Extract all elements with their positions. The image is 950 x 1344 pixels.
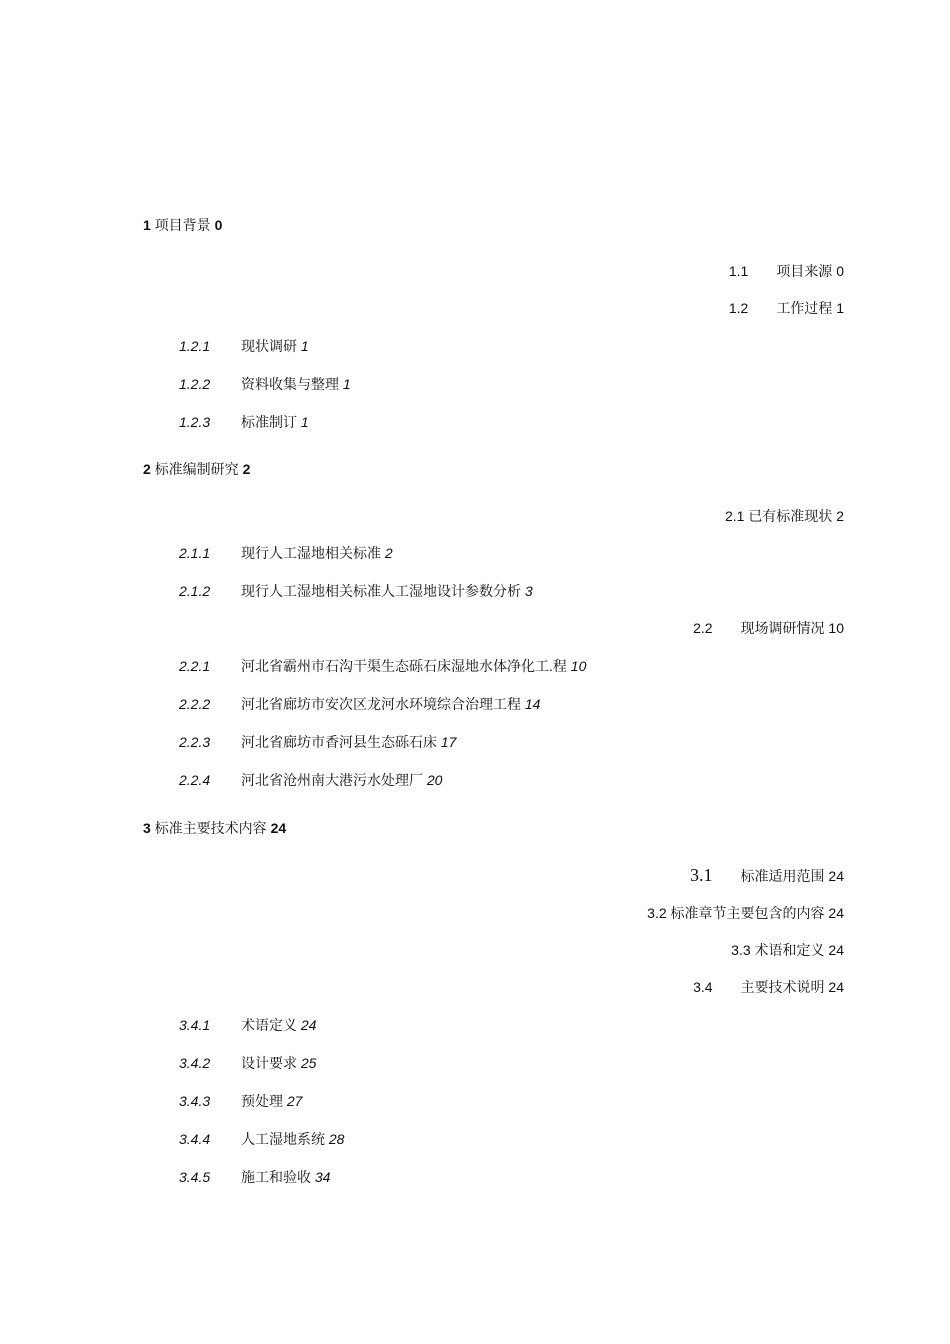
toc-page-number: 2 [242, 461, 251, 477]
toc-title: 标准编制研究 [154, 461, 239, 477]
toc-entry-3-4-3[interactable] [179, 1092, 302, 1110]
toc-page-number: 1 [300, 414, 309, 430]
toc-entry-3-1[interactable] [690, 866, 844, 885]
toc-entry-2-2-1[interactable] [179, 657, 586, 675]
toc-num: 2.2.4 [179, 772, 211, 788]
toc-page-number: 1 [836, 300, 844, 316]
toc-page-number: 24 [300, 1017, 317, 1033]
toc-page-number: 20 [426, 772, 443, 788]
toc-entry-1-1[interactable] [729, 262, 844, 280]
toc-page-number: 3 [524, 583, 533, 599]
toc-page-number: 2 [384, 545, 393, 561]
toc-entry-3-3[interactable] [731, 941, 844, 959]
toc-num: 3.4.2 [179, 1055, 211, 1071]
toc-entry-2-2-3[interactable] [179, 733, 456, 751]
toc-entry-3-2[interactable] [647, 904, 844, 922]
toc-num: 1.2 [728, 300, 749, 316]
toc-title: 人工湿地系统 [241, 1131, 325, 1147]
toc-num: 2.2.1 [179, 658, 211, 674]
toc-title: 河北省廊坊市安次区龙河水环境综合治理工程 [241, 696, 521, 712]
toc-num: 1.1 [728, 263, 749, 279]
toc-entry-3-4-1[interactable] [179, 1016, 316, 1034]
toc-title: 标准章节主要包含的内容 [670, 905, 825, 921]
toc-page-number: 0 [214, 217, 223, 233]
toc-num: 2.2.3 [179, 734, 211, 750]
toc-num: 1.2.2 [179, 376, 211, 392]
toc-num: 2.2.2 [179, 696, 211, 712]
toc-page-number: 24 [828, 905, 844, 921]
toc-page-number: 24 [828, 868, 844, 884]
toc-entry-3-4-2[interactable] [179, 1054, 316, 1072]
toc-page-number: 1 [342, 376, 351, 392]
toc-num: 3.4.3 [179, 1093, 211, 1109]
toc-title: 现状调研 [241, 338, 297, 354]
toc-page-number: 14 [524, 696, 541, 712]
toc-num: 3.3 [731, 942, 751, 958]
toc-num: 3 [143, 820, 151, 836]
toc-num: 3.4.4 [179, 1131, 211, 1147]
toc-title: 现场调研情况 [740, 620, 825, 636]
toc-title: 项目来源 [776, 263, 833, 279]
toc-page-number: 10 [828, 620, 844, 636]
toc-num: 3.4.5 [179, 1169, 211, 1185]
toc-entry-2-2-4[interactable] [179, 771, 442, 789]
toc-num: 3.2 [647, 905, 667, 921]
toc-title: 主要技术说明 [740, 979, 825, 995]
toc-entry-2-1-1[interactable] [179, 544, 393, 562]
toc-entry-3-4-5[interactable] [179, 1168, 330, 1186]
toc-title: 资料收集与整理 [241, 376, 339, 392]
toc-entry-2-2[interactable] [693, 619, 844, 637]
toc-page-number: 10 [570, 658, 587, 674]
toc-page-number: 1 [300, 338, 309, 354]
toc-page-number: 28 [328, 1131, 345, 1147]
toc-title: 术语定义 [241, 1017, 297, 1033]
toc-entry-1-2-1[interactable] [179, 337, 309, 355]
toc-entry-1-2-2[interactable] [179, 375, 351, 393]
toc-entry-3-4[interactable] [693, 978, 844, 996]
toc-page-number: 2 [836, 508, 844, 524]
toc-page-number: 24 [828, 979, 844, 995]
toc-title: 设计要求 [241, 1055, 297, 1071]
toc-num: 1.2.3 [179, 414, 211, 430]
toc-num: 2 [143, 461, 151, 477]
toc-num: 3.4.1 [179, 1017, 211, 1033]
toc-title: 项目背景 [154, 217, 211, 233]
toc-title: 标准制订 [241, 414, 297, 430]
toc-entry-2-1[interactable] [725, 507, 844, 525]
toc-entry-3[interactable] [143, 819, 286, 837]
toc-page-number: 25 [300, 1055, 317, 1071]
toc-title: 已有标准现状 [748, 508, 833, 524]
toc-num: 3.4 [693, 979, 713, 995]
toc-num: 2.2 [693, 620, 713, 636]
toc-page-number: 27 [286, 1093, 303, 1109]
toc-title: 标准主要技术内容 [154, 820, 267, 836]
toc-title: 现行人工湿地相关标准人工湿地设计参数分析 [241, 583, 521, 599]
toc-entry-2-1-2[interactable] [179, 582, 533, 600]
toc-page-number: 24 [828, 942, 844, 958]
toc-num: 3.1 [690, 865, 713, 885]
toc-title: 施工和验收 [241, 1169, 311, 1185]
toc-title: 河北省沧州南大港污水处理厂 [241, 772, 423, 788]
toc-entry-1-2-3[interactable] [179, 413, 309, 431]
toc-title: 现行人工湿地相关标准 [241, 545, 381, 561]
toc-entry-1[interactable] [143, 216, 222, 234]
toc-entry-1-2[interactable] [729, 299, 844, 317]
toc-num: 1.2.1 [179, 338, 211, 354]
toc-page-number: 0 [836, 263, 844, 279]
toc-title: 工作过程 [776, 300, 833, 316]
toc-num: 2.1.2 [179, 583, 211, 599]
toc-num: 2.1 [724, 508, 745, 524]
toc-entry-2[interactable] [143, 460, 250, 478]
toc-entry-3-4-4[interactable] [179, 1130, 344, 1148]
toc-num: 2.1.1 [179, 545, 211, 561]
toc-title: 河北省廊坊市香河县生态砾石床 [241, 734, 437, 750]
toc-title: 标准适用范围 [740, 868, 825, 884]
toc-entry-2-2-2[interactable] [179, 695, 540, 713]
toc-page-number: 34 [314, 1169, 331, 1185]
toc-num: 1 [143, 217, 151, 233]
toc-title: 术语和定义 [754, 942, 825, 958]
toc-title: 预处理 [241, 1093, 283, 1109]
toc-page-number: 24 [270, 820, 287, 836]
toc-page-number: 17 [440, 734, 457, 750]
toc-title: 河北省霸州市石沟干渠生态砾石床湿地水体净化工.程 [241, 658, 567, 674]
